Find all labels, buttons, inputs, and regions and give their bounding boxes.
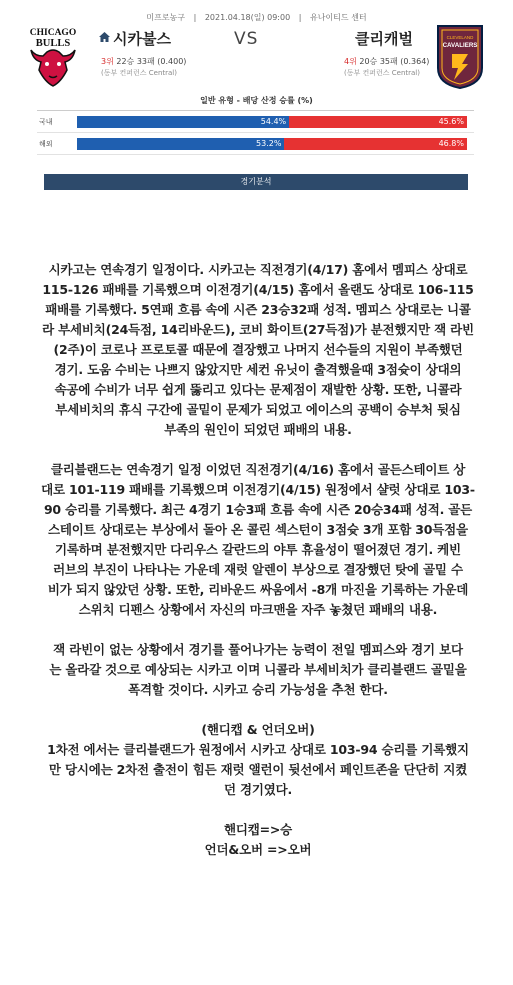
analysis-line: 는 올라갈 것으로 예상되는 시카고 이며 니콜라 부세비치가 클리블랜드 골밑을 — [49, 662, 467, 677]
analysis-text — [14, 260, 502, 880]
analysis-paragraph — [14, 260, 502, 440]
logo-text: CAVALIERS — [442, 42, 478, 49]
logo-text: CHICAGO — [29, 28, 77, 38]
away-record-value: 20승 35패 (0.364) — [359, 57, 430, 66]
odds-bar — [77, 116, 467, 128]
analysis-line: 클리블랜드는 연속경기 일정 이었던 직전경기(4/16) 홈에서 골든스테이트 상 — [50, 462, 466, 477]
separator: | — [193, 13, 197, 22]
odds-row — [37, 133, 474, 155]
vs-label: VS — [234, 29, 259, 49]
odds-bar — [77, 138, 467, 150]
venue-label: 유나이티드 센터 — [309, 13, 367, 22]
logo-text: CLEVELAND — [446, 35, 474, 40]
analysis-line: 스테이트 상대로는 부상에서 돌아 온 콜린 섹스턴이 3점슛 3개 포함 30득점을 — [48, 522, 468, 537]
away-team-name: 클리캐벌 — [355, 30, 413, 48]
away-record — [344, 56, 429, 67]
analysis-line: 부세비치의 휴식 구간에 골밑이 문제가 되었고 에이스의 공백이 승부처 뒷심 — [55, 402, 461, 417]
analysis-line: 시카고는 연속경기 일정이다. 시카고는 직전경기(4/17) 홈에서 멤피스 상대로 — [48, 262, 468, 277]
analysis-line: 잭 라빈이 없는 상황에서 경기를 풀어나가는 능력이 전일 멤피스와 경기 보다 — [53, 642, 463, 657]
away-odds-bar: 45.6% — [289, 116, 467, 128]
league-label: 미프로농구 — [146, 13, 186, 22]
analysis-line: (2주)이 코로나 프로토콜 때문에 결장했고 나머지 선수들의 지원이 부족했던 — [53, 342, 463, 357]
analysis-line: 기록하며 분전했지만 다리우스 갈란드의 야투 휴율성이 떨어졌던 경기. 케빈 — [55, 542, 461, 557]
logo-text: BULLS — [35, 38, 71, 49]
analysis-line: 패배를 기록했다. 5연패 흐름 속에 시즌 23승32패 성적. 멤피스 상대로는 니콜 — [45, 302, 471, 317]
home-icon — [99, 32, 110, 42]
odds-row-label: 해외 — [39, 140, 53, 148]
analysis-line: 러브의 부진이 나타나는 가운데 재럿 알렌이 부상으로 결장했던 탓에 골밑 수 — [53, 562, 463, 577]
analysis-line: 던 경기였다. — [223, 782, 293, 797]
analysis-line: 부족의 원인이 되었던 패배의 내용. — [164, 422, 352, 437]
bulls-logo — [21, 26, 85, 88]
analysis-line: 1차전 에서는 클리블랜드가 원정에서 시카고 상대로 103-94 승리를 기록했지 — [47, 742, 469, 757]
analysis-line: 언더&오버 =>오버 — [204, 842, 312, 857]
analysis-line: 대로 101-119 패배를 기록했으며 이전경기(4/15) 원정에서 샬럿 상대로 103- — [41, 482, 475, 497]
home-team-name: 시카불스 — [113, 30, 171, 48]
analysis-line: 속공에 수비가 너무 쉽게 뚫리고 있다는 문제점이 재발한 상황. 또한, 니콜라 — [54, 382, 462, 397]
analysis-line: 만 당시에는 2차전 출전이 힘든 재럿 앨런이 뒷선에서 페인트존을 단단히 지켰 — [48, 762, 468, 777]
odds-row — [37, 111, 474, 133]
home-record — [101, 56, 186, 67]
separator: | — [298, 13, 302, 22]
match-meta — [15, 12, 498, 23]
analysis-line: 폭격할 것이다. 시카고 승리 가능성을 추천 한다. — [128, 682, 388, 697]
away-odds-bar: 46.8% — [284, 138, 467, 150]
match-datetime: 2021.04.18(일) 09:00 — [204, 13, 291, 22]
analysis-paragraph — [14, 820, 502, 860]
home-record-value: 22승 33패 (0.400) — [116, 57, 187, 66]
match-header — [15, 8, 498, 92]
analysis-line: 115-126 패배를 기록했으며 이전경기(4/15) 홈에서 올랜도 상대로 106-115 — [42, 282, 474, 297]
home-rank: 3위 — [101, 57, 114, 66]
odds-table — [37, 110, 474, 155]
home-conference: (동부 컨퍼런스 Central) — [101, 69, 177, 77]
analysis-line: 경기. 도움 수비는 나쁘지 않았지만 세컨 유닛이 출격했을때 3점슛이 상대의 — [54, 362, 462, 377]
away-conference: (동부 컨퍼런스 Central) — [344, 69, 420, 77]
odds-row-label: 국내 — [39, 118, 53, 126]
analysis-line: 90 승리를 기록했다. 최근 4경기 1승3패 흐름 속에 시즌 20승34패 성적. 골든 — [43, 502, 473, 517]
analysis-line: 핸디캡=>승 — [223, 822, 293, 837]
tab-analysis[interactable]: 경기분석 — [44, 174, 468, 190]
analysis-line: 라 부세비치(24득점, 14리바운드), 코비 화이트(27득점)가 분전했지만 잭 라빈 — [42, 322, 474, 337]
analysis-line: 비가 되지 않았던 상황. 또한, 리바운드 싸움에서 -8개 마진을 기록하는 가운데 — [47, 582, 469, 597]
home-odds-bar: 53.2% — [77, 138, 284, 150]
analysis-paragraph — [14, 640, 502, 700]
analysis-paragraph — [14, 460, 502, 620]
home-odds-bar: 54.4% — [77, 116, 289, 128]
odds-title: 일반 유형 - 배당 산정 승률 (%) — [200, 96, 313, 105]
analysis-line: (핸디캡 & 언더오버) — [201, 722, 315, 737]
analysis-line: 스위치 디펜스 상황에서 자신의 마크맨을 자주 놓쳤던 패배의 내용. — [78, 602, 438, 617]
analysis-paragraph — [14, 720, 502, 800]
cavaliers-logo — [432, 24, 488, 90]
away-rank: 4위 — [344, 57, 357, 66]
